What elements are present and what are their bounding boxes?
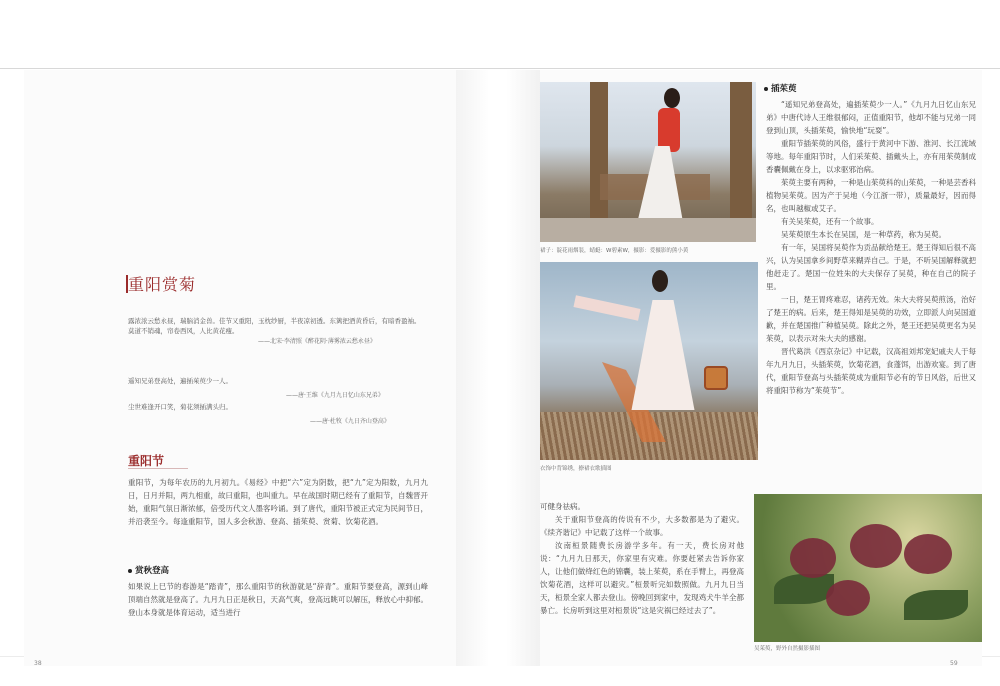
lower-paragraph: 汝南桓景随费长房游学多年。有一天，费长房对他说：“九月九日那天，你家里有灾难。你要赶紧去告诉你家人，让他们做绛红色的锦囊，装上茱萸，系在手臂上，再登高饮菊花酒，这样可以避灾。”桓景听完如数照做。九月九日当天，桓景全家人都去登山。傍晚回到家中，发现鸡犬牛羊全都暴亡。长房听到这里对桓景说“这是灾祸已经过去了”。 <box>540 541 744 615</box>
lower-paragraph: 可健身祛病。 <box>540 502 585 511</box>
zhuyu-paragraph: 有关吴茱萸，还有一个故事。 <box>781 217 879 226</box>
photo1-caption: 裙子：靛花雨烟装，蜻蜓：W碧素W，摄影：爱摄影的熊小黄 <box>540 248 689 254</box>
photo-leaf-1 <box>774 574 834 604</box>
left-page <box>24 70 457 666</box>
photo-figure-head <box>664 88 680 108</box>
zhuyu-paragraph: “遥知兄弟登高处，遍插茱萸少一人。”《九月九日忆山东兄弟》中唐代诗人王维很郁闷，正值重阳节，他却不能与兄弟一同登到山顶，头插茱萸，愉快地“玩耍”。 <box>766 100 976 135</box>
chapter-title: 重阳赏菊 <box>128 275 197 294</box>
bullet-icon-2 <box>764 87 768 91</box>
lower-paragraph: 关于重阳节登高的传说有不少，大多数都是为了避灾。《续齐谐记》中记载了这样一个故事。 <box>540 515 744 537</box>
zhuyu-paragraph: 吴茱萸原生本长在吴国，是一种草药，称为吴萸。 <box>781 230 946 239</box>
photo-sleeve <box>573 295 640 320</box>
zhuyu-paragraph: 茱萸主要有两种，一种是山茱萸科的山茱萸，一种是芸香科植物吴茱萸。因为产于吴地（今江浙一带），质量最好，因而得名，也叫越椒或艾子。 <box>766 178 976 213</box>
subsection-title-text: 赏秋登高 <box>135 566 170 576</box>
quote-1-text: 露浓浓云愁永昼，瑞脑消金兽。佳节又重阳，玉枕纱厨，半夜凉初透。东篱把酒黄昏后，有暗香盈袖。莫道不销魂，帘卷西风，人比黄花瘦。 <box>128 317 421 335</box>
zhuyu-paragraph: 重阳节插茱萸的风俗，盛行于黄河中下游、淮河、长江流域等地。每年重阳节时，人们采茱萸、插戴头上，亦有用茱萸制成香囊佩戴在身上，以求驱邪治病。 <box>766 139 976 174</box>
section-title-zhuyu <box>764 82 797 94</box>
section-underline <box>128 468 188 469</box>
photo-berry-cluster-1 <box>790 538 836 578</box>
zhuyu-paragraph: 一日，楚王胃疼难忍，诸药无效。朱大夫将吴萸煎汤，治好了楚王的病。后来，楚王得知是吴萸的功效，立即派人向吴国道歉，并在楚国推广种植吴萸。除此之外，楚王还把吴萸更名为吴茱萸，以表示对朱大夫的感谢。 <box>766 295 976 343</box>
quote-2-text: 遥知兄弟登高处，遍插茱萸少一人。 <box>128 377 232 385</box>
photo-stone-base <box>540 218 756 242</box>
photo3-caption: 吴茱萸，野外自然摄影插图 <box>754 646 821 652</box>
zhuyu-paragraph: 有一年，吴国将吴萸作为贡品献给楚王。楚王得知后很不高兴，认为吴国拿乡间野草来糊弄自己。于是，不听吴国解释就把他赶走了。楚国一位姓朱的大夫保存了吴萸，种在自己的院子里。 <box>766 243 976 291</box>
photo-basket <box>704 366 728 390</box>
lower-paragraphs <box>540 500 744 617</box>
photo-evodia-plant <box>754 494 982 642</box>
quote-1-source: ——北宋·李清照《醉花阴·薄雾浓云愁永昼》 <box>258 338 376 345</box>
top-edge-line <box>0 68 1000 69</box>
zhuyu-paragraph: 晋代葛洪《西京杂记》中记载，汉高祖刘邦宠妃戚夫人于每年九月九日，头插茱萸，饮菊花酒，食蓬饵，出游欢宴。到了唐代，重阳节登高与头插茱萸成为重阳节必有的节日风俗，后世又将重阳节称为“茱萸节”。 <box>766 347 976 395</box>
photo2-caption: 衣饰中背锦绣，撩裙衣歌插图 <box>540 466 612 472</box>
photo-girl-red-bench <box>540 82 756 242</box>
photo-berry-cluster-2 <box>850 524 902 568</box>
book-spread <box>24 70 982 666</box>
photo-figure-red-top <box>658 108 680 152</box>
quote-3-text: 尘世难逢开口笑，菊花须插满头归。 <box>128 403 232 411</box>
photo-berry-cluster-4 <box>826 580 870 616</box>
page-number-right: 59 <box>950 660 958 667</box>
quote-3-source: ——唐·杜牧《九日齐山登高》 <box>310 418 390 425</box>
photo-berry-cluster-3 <box>904 534 952 574</box>
section-title-chongyang: 重阳节 <box>128 454 165 468</box>
subsection-title <box>128 564 169 576</box>
photo-pillar-right <box>730 82 752 218</box>
bullet-icon <box>128 569 132 573</box>
photo-figure-head-2 <box>652 270 668 292</box>
zhuyu-paragraphs <box>766 98 976 397</box>
photo-girl-grassland <box>540 262 758 460</box>
page-number-left: 38 <box>34 660 42 667</box>
quote-2-source: ——唐·王维《九月九日忆山东兄弟》 <box>286 392 384 399</box>
photo-leaf-2 <box>904 590 968 620</box>
book-gutter <box>456 70 540 666</box>
subsection-body: 如果说上巳节的春游是“踏青”，那么重阳节的秋游就是“辞青”。重阳节要登高，源到山峰顶端自然就是登高了。九月九日正是秋日，天高气爽，登高远眺可以解压，释放心中抑郁。登山本身就是体育运动，适当进行 <box>128 582 428 617</box>
section-body-chongyang: 重阳节，为每年农历的九月初九。《易经》中把“六”定为阴数，把“九”定为阳数，九月九日，日月并阳，两九相重，故曰重阳，也叫重九。早在战国时期已经有了重阳节，自魏晋开始，重阳气氛日渐浓郁，倍受历代文人墨客吟诵。到了唐代，重阳节被正式定为民间节日，并沿袭至今。每逢重阳节，国人多会秋游、登高、插茱萸、赏菊、饮菊花酒。 <box>128 478 428 526</box>
section-title-zhuyu-text: 插茱萸 <box>771 84 797 94</box>
